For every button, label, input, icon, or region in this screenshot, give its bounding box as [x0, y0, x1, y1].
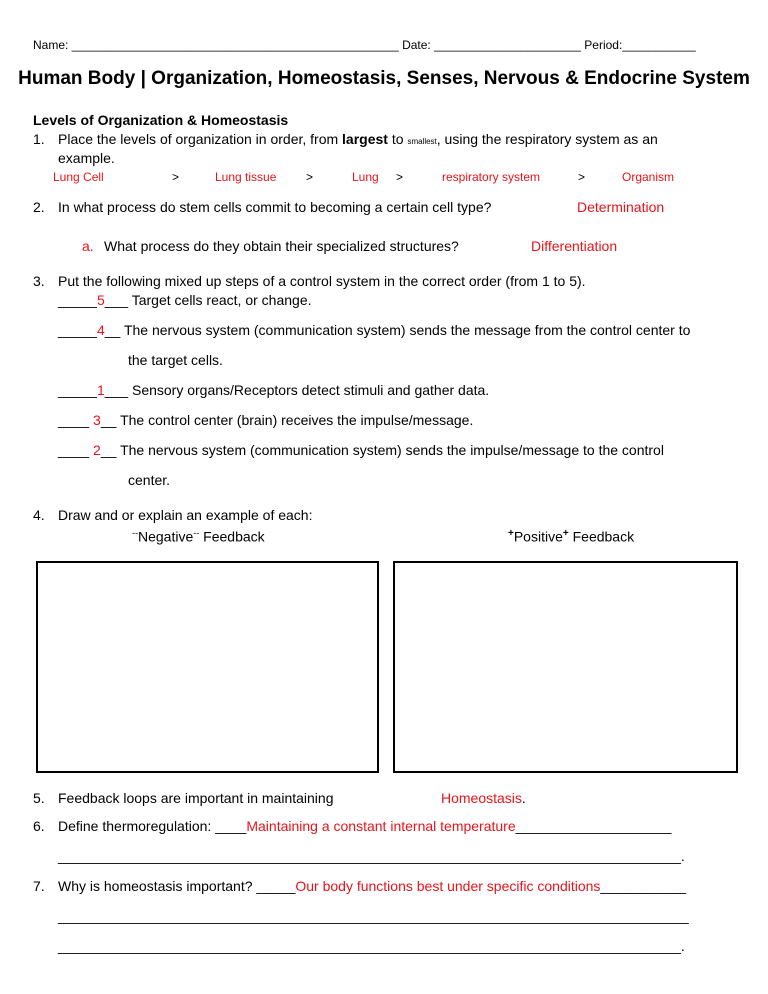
negative-mark: --	[132, 528, 138, 538]
q1-separator-1: >	[172, 170, 180, 184]
name-label: Name:	[33, 38, 69, 52]
q6-answer: Maintaining a constant internal temperature	[246, 818, 516, 834]
positive-feedback-label	[508, 528, 634, 545]
q3-item-answer: 3	[93, 412, 101, 428]
q2-answer: Determination	[577, 199, 665, 215]
positive-label: Positive	[513, 528, 563, 545]
q3-item-answer: 5	[96, 292, 105, 308]
blank-line: ____	[215, 818, 247, 834]
q1-to: to	[391, 131, 404, 147]
q1-number: 1.	[33, 131, 45, 147]
q1-answer-2: Lung tissue	[215, 170, 277, 184]
q6-text: Define thermoregulation:	[58, 818, 212, 834]
q2-text: In what process do stem cells commit to becoming a certain cell type?	[58, 199, 492, 215]
q1-smallest: smallest	[407, 137, 437, 146]
q7-number: 7.	[33, 878, 45, 894]
q5-text: Feedback loops are important in maintaining	[58, 790, 334, 806]
negative-label: Negative	[138, 528, 194, 545]
q3-item-continuation: the target cells.	[128, 352, 223, 368]
period-label: Period:	[584, 38, 623, 52]
negative-feedback-drawing-box[interactable]	[36, 561, 379, 773]
q1-text-c: example.	[58, 150, 115, 166]
blank-line: _____	[58, 382, 97, 398]
q7-line	[58, 878, 686, 894]
q1-answer-4: respiratory system	[442, 170, 541, 184]
blank-line: _____	[58, 292, 97, 308]
q2a-text: What process do they obtain their specialized structures?	[104, 238, 459, 254]
q3-item-answer: 1	[96, 382, 105, 398]
q1-text	[58, 131, 658, 147]
period-field[interactable]: ___________	[622, 38, 696, 52]
blank-line: ____	[58, 442, 94, 458]
section-heading: Levels of Organization & Homeostasis	[33, 112, 289, 128]
date-label: Date:	[402, 38, 431, 52]
blank-line: ___	[104, 382, 129, 398]
q3-item	[58, 442, 664, 458]
q7-answer-line-3[interactable]: ________________________________________________________________________________.	[58, 938, 685, 954]
q1-answer-5: Organism	[622, 170, 675, 184]
q5-period: .	[521, 790, 526, 806]
q7-answer-line-2[interactable]: _________________________________________________________________________________	[58, 908, 689, 924]
q3-item-text: The control center (brain) receives the impulse/message.	[120, 412, 474, 428]
blank-line: ____	[58, 412, 94, 428]
q6-number: 6.	[33, 818, 45, 834]
q4-number: 4.	[33, 507, 45, 523]
q1-separator-2: >	[306, 170, 314, 184]
blank-line: __	[100, 442, 117, 458]
positive-suffix: Feedback	[572, 528, 635, 545]
q5-answer-line	[441, 790, 526, 806]
q3-text: Put the following mixed up steps of a control system in the correct order (from 1 to 5).	[58, 273, 586, 289]
q3-item-text: The nervous system (communication system) sends the message from the control center to	[123, 322, 691, 338]
positive-mark: +	[562, 528, 569, 539]
q3-item	[58, 382, 489, 398]
q1-text-b: , using the respiratory system as an	[436, 131, 658, 147]
q3-item-continuation: center.	[128, 472, 171, 488]
q3-item-text: The nervous system (communication system) sends the impulse/message to the control	[120, 442, 664, 458]
positive-mark: +	[508, 528, 514, 539]
blank-line: __	[104, 322, 121, 338]
negative-feedback-label	[132, 528, 265, 545]
q1-separator-3: >	[396, 170, 404, 184]
blank-line: _____	[58, 322, 97, 338]
q1-answer-3: Lung	[352, 170, 379, 184]
q1-separator-4: >	[578, 170, 586, 184]
blank-line: ____________________	[515, 818, 672, 834]
q6-line	[58, 818, 671, 834]
q3-item-answer: 4	[96, 322, 105, 338]
q3-item-text: Sensory organs/Receptors detect stimuli and gather data.	[131, 382, 490, 398]
blank-line: _____	[256, 878, 296, 894]
q2-number: 2.	[33, 199, 45, 215]
q7-text: Why is homeostasis important?	[58, 878, 253, 894]
q3-item-answer: 2	[93, 442, 101, 458]
blank-line: ___________	[600, 878, 687, 894]
date-field[interactable]: ______________________	[434, 38, 581, 52]
q5-answer: Homeostasis	[441, 790, 522, 806]
q3-item-text: Target cells react, or change.	[131, 292, 312, 308]
blank-line: ___	[104, 292, 129, 308]
q2a-answer: Differentiation	[531, 238, 618, 254]
q1-text-a: Place the levels of organization in order, from	[58, 131, 339, 147]
page-title: Human Body | Organization, Homeostasis, Senses, Nervous & Endocrine System	[18, 68, 750, 89]
q3-item	[58, 412, 473, 428]
q3-item	[58, 292, 312, 308]
negative-suffix: Feedback	[203, 528, 265, 545]
negative-mark: --	[193, 528, 200, 538]
name-field[interactable]: _________________________________________________	[71, 38, 399, 52]
q7-answer: Our body functions best under specific conditions	[295, 878, 601, 894]
header-line	[33, 38, 696, 52]
q6-answer-line-2[interactable]: ________________________________________________________________________________.	[58, 848, 685, 864]
q1-answer-1: Lung Cell	[53, 170, 104, 184]
positive-feedback-drawing-box[interactable]	[393, 561, 738, 773]
blank-line: __	[100, 412, 117, 428]
q1-largest: largest	[342, 131, 388, 147]
q3-number: 3.	[33, 273, 45, 289]
q3-item	[58, 322, 690, 338]
q5-number: 5.	[33, 790, 45, 806]
q2a-number: a.	[82, 238, 94, 254]
q4-text: Draw and or explain an example of each:	[58, 507, 313, 523]
